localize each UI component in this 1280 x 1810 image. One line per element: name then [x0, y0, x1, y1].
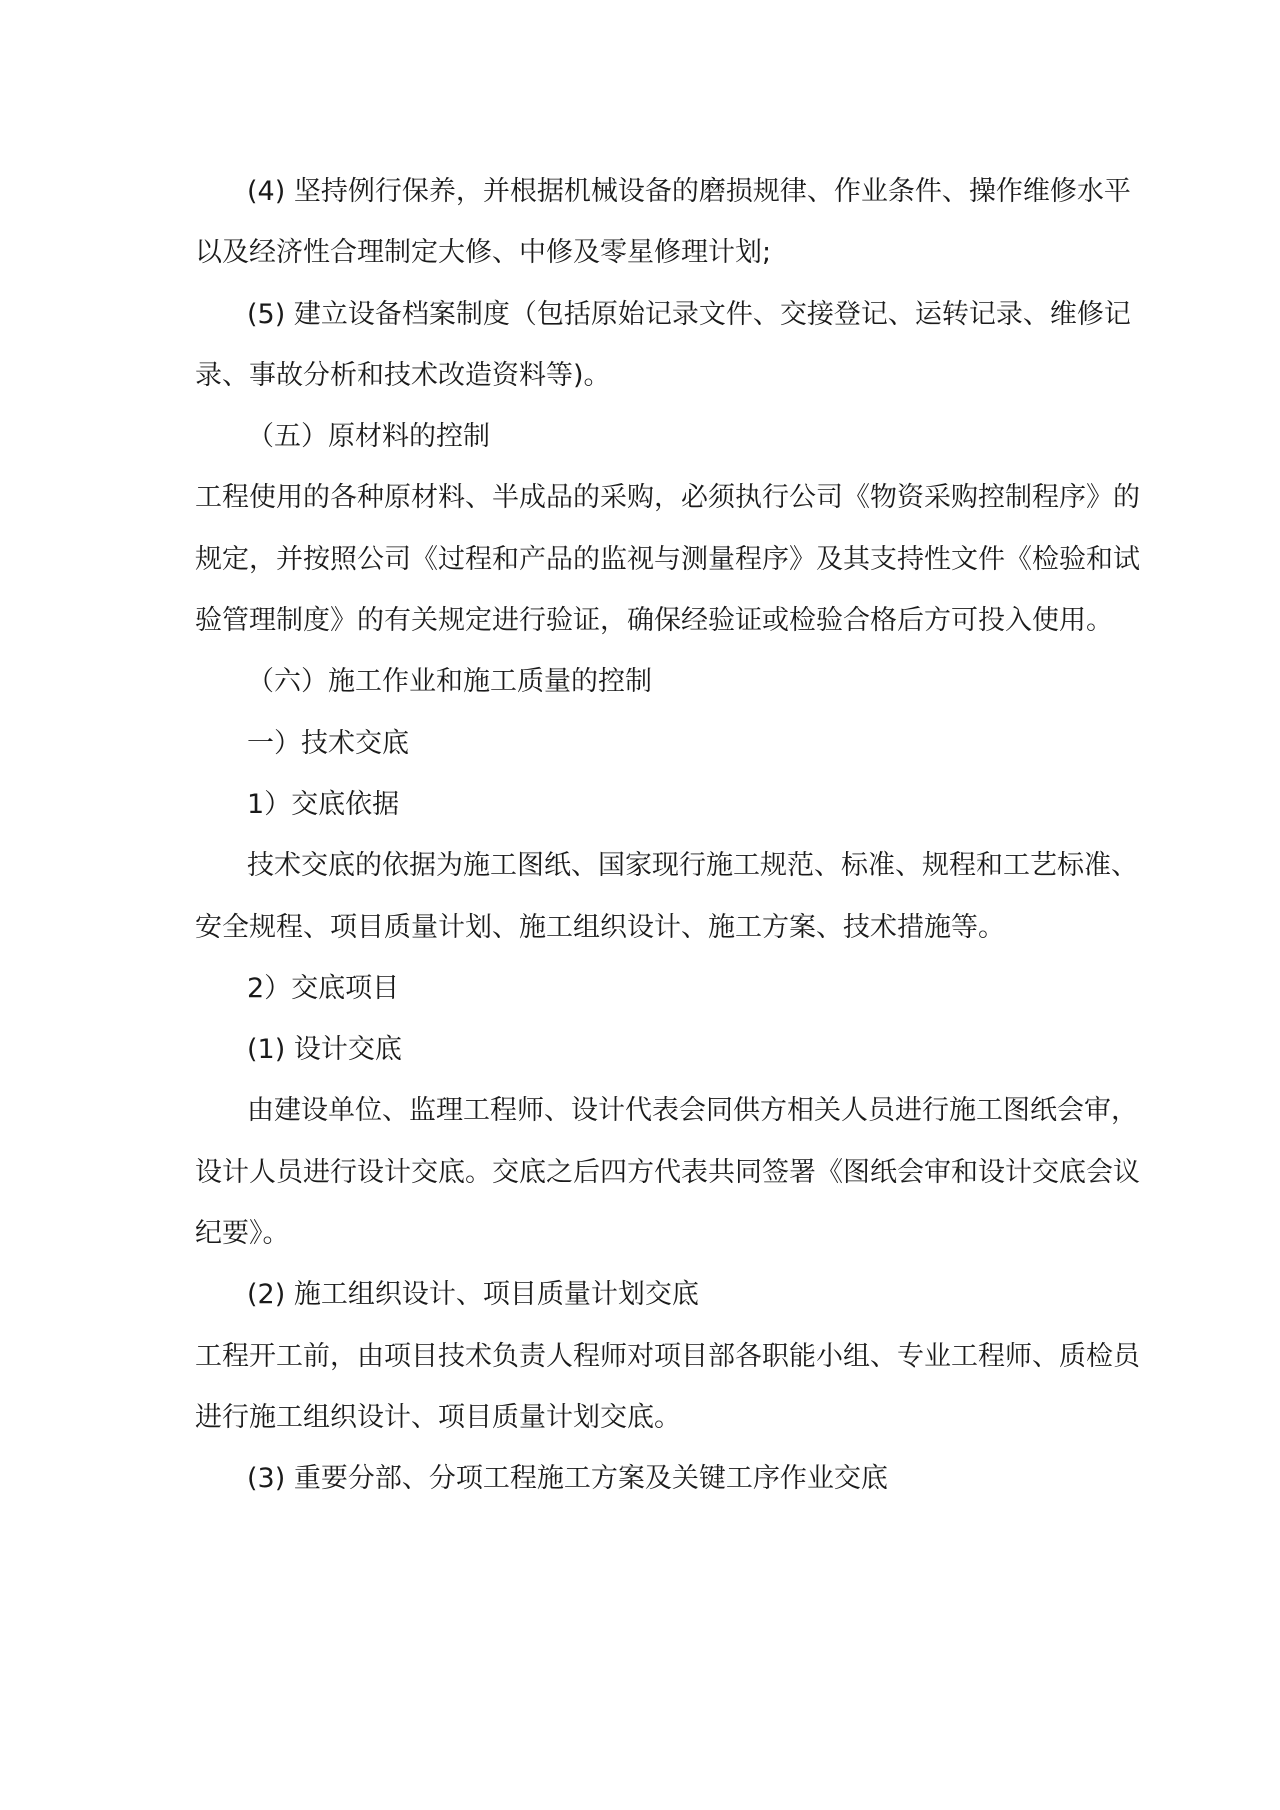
text-line: 以及经济性合理制定大修、中修及零星修理计划; — [195, 237, 772, 269]
text-line: 进行施工组织设计、项目质量计划交底。 — [195, 1401, 681, 1433]
text-line: (4) 坚持例行保养，并根据机械设备的磨损规律、作业条件、操作维修水平 — [247, 176, 1131, 207]
text-line: 安全规程、项目质量计划、施工组织设计、施工方案、技术措施等。 — [195, 911, 1005, 943]
text-line: 2）交底项目 — [247, 972, 400, 1004]
document-page — [195, 172, 1140, 1521]
text-line: 由建设单位、监理工程师、设计代表会同供方相关人员进行施工图纸会审， — [247, 1095, 1138, 1127]
text-line: (5) 建立设备档案制度（包括原始记录文件、交接登记、运转记录、维修记 — [247, 298, 1131, 330]
text-line: 规定，并按照公司《过程和产品的监视与测量程序》及其支持性文件《检验和试 — [195, 543, 1140, 575]
text-line: 设计人员进行设计交底。交底之后四方代表共同签署《图纸会审和设计交底会议 — [195, 1156, 1140, 1188]
text-line: 录、事故分析和技术改造资料等)。 — [195, 359, 611, 391]
text-line: （六）施工作业和施工质量的控制 — [247, 666, 652, 698]
text-line: 一）技术交底 — [247, 727, 409, 759]
text-line: 工程开工前，由项目技术负责人程师对项目部各职能小组、专业工程师、质检员 — [195, 1340, 1140, 1372]
text-line: (2) 施工组织设计、项目质量计划交底 — [247, 1279, 699, 1311]
text-line: (1) 设计交底 — [247, 1034, 402, 1066]
text-line: 验管理制度》的有关规定进行验证，确保经验证或检验合格后方可投入使用。 — [195, 605, 1113, 637]
text-line: （五）原材料的控制 — [247, 421, 490, 453]
text-line: 技术交底的依据为施工图纸、国家现行施工规范、标准、规程和工艺标准、 — [247, 850, 1138, 882]
text-line: 纪要》。 — [195, 1218, 290, 1250]
text-line: 工程使用的各种原材料、半成品的采购，必须执行公司《物资采购控制程序》的 — [195, 482, 1140, 514]
text-line: 1）交底依据 — [247, 788, 400, 820]
text-line: (3) 重要分部、分项工程施工方案及关键工序作业交底 — [247, 1463, 888, 1495]
